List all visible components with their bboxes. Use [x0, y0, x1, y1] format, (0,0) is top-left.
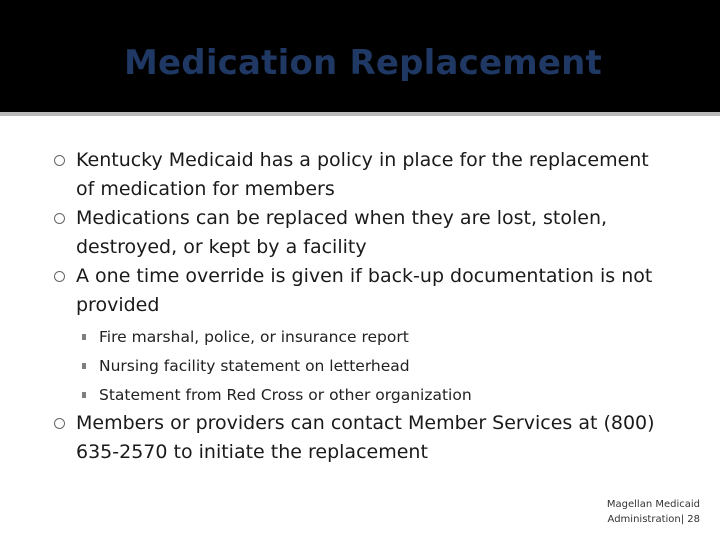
square-bullet-icon	[82, 363, 86, 369]
bullet-text: A one time override is given if back-up documentation is not provided	[76, 265, 653, 316]
circle-bullet-icon	[54, 155, 65, 166]
title-bar	[0, 0, 720, 112]
bullet-text: Kentucky Medicaid has a policy in place for the replacement of medication for members	[76, 149, 649, 200]
square-bullet-icon	[82, 392, 86, 398]
slide-footer	[540, 497, 700, 527]
sub-bullet-text: Nursing facility statement on letterhead	[99, 357, 410, 375]
bullet-text: Members or providers can contact Member Services at (800) 635-2570 to initiate the replacement	[76, 412, 655, 463]
sub-bullet-text: Statement from Red Cross or other organization	[99, 386, 472, 404]
sub-bullet-text: Fire marshal, police, or insurance report	[99, 328, 409, 346]
slide-title: Medication Replacement	[123, 43, 603, 83]
circle-bullet-icon	[54, 418, 65, 429]
footer-organization: Magellan Medicaid	[606, 499, 700, 510]
bullet-text: Medications can be replaced when they are lost, stolen, destroyed, or kept by a facility	[76, 207, 608, 258]
footer-page-number: Administration| 28	[607, 514, 700, 525]
square-bullet-icon	[82, 334, 86, 340]
circle-bullet-icon	[54, 271, 65, 282]
circle-bullet-icon	[54, 213, 65, 224]
title-divider	[0, 112, 720, 116]
